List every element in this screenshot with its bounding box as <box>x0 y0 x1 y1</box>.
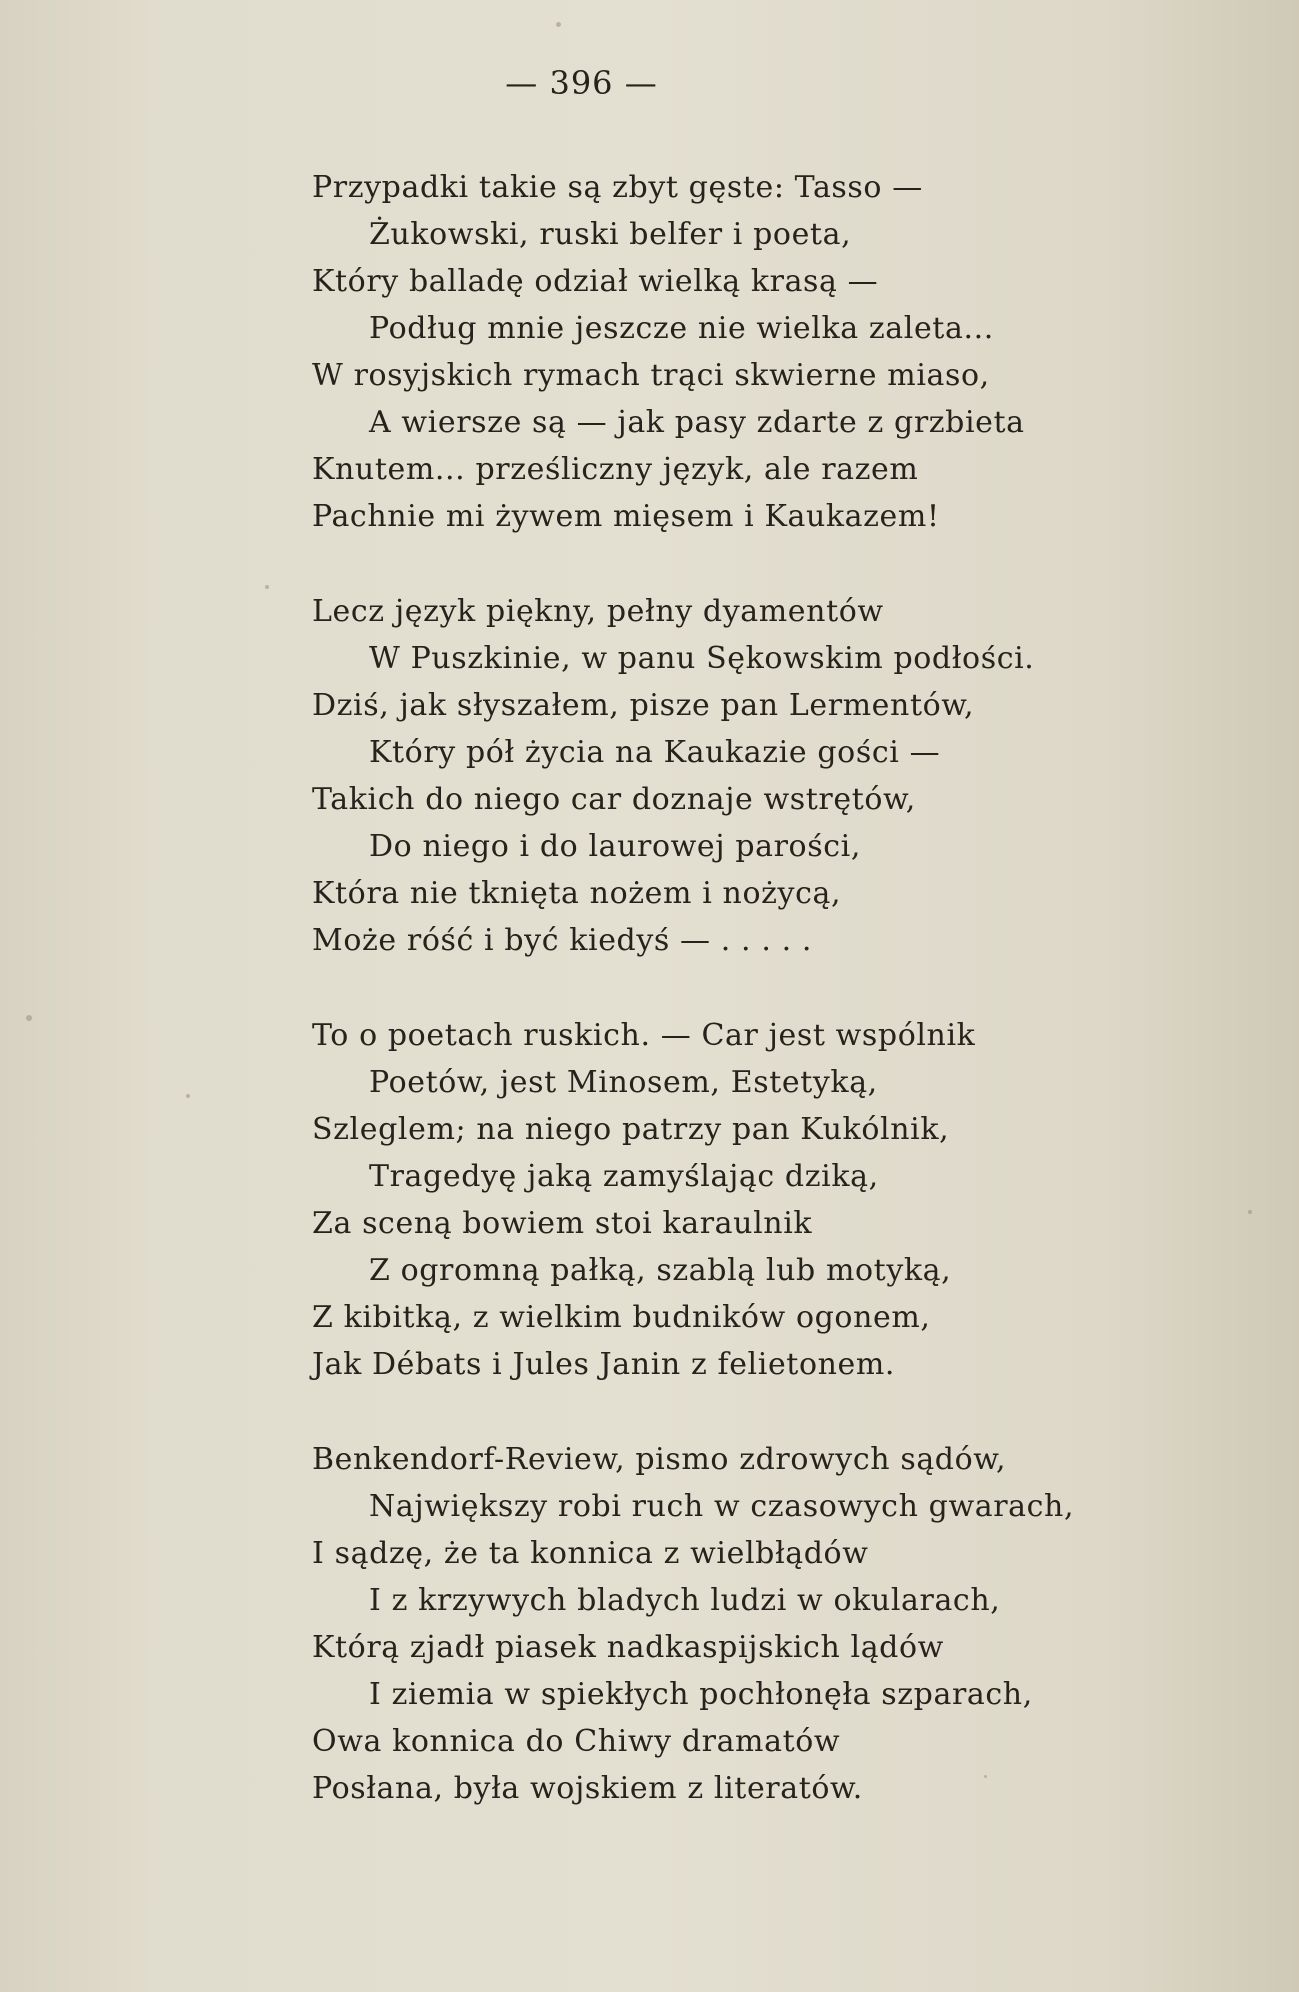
poem-line: Knutem... prześliczny język, ale razem <box>312 452 919 487</box>
poem-line: Z ogromną pałką, szablą lub motyką, <box>369 1253 952 1288</box>
poem-line: W rosyjskich rymach trąci skwierne miaso, <box>312 358 990 393</box>
paper-speck <box>984 1775 987 1778</box>
poem-line: Owa konnica do Chiwy dramatów <box>312 1724 841 1759</box>
poem-line: I ziemia w spiekłych pochłonęła szparach, <box>369 1677 1033 1712</box>
poem <box>312 164 1212 1860</box>
poem-line: Benkendorf-Review, pismo zdrowych sądów, <box>312 1442 1007 1477</box>
poem-line: To o poetach ruskich. — Car jest wspólnik <box>312 1018 976 1053</box>
poem-line: Lecz język piękny, pełny dyamentów <box>312 594 884 629</box>
poem-line: Poetów, jest Minosem, Estetyką, <box>369 1065 878 1100</box>
poem-line: Do niego i do laurowej parości, <box>369 829 861 864</box>
paper-speck <box>265 585 269 589</box>
poem-line: Którą zjadł piasek nadkaspijskich lądów <box>312 1630 944 1665</box>
poem-line: Który pół życia na Kaukazie gości — <box>369 735 941 770</box>
paper-speck <box>186 1094 190 1098</box>
poem-line: Pachnie mi żywem mięsem i Kaukazem! <box>312 499 940 534</box>
paper-speck <box>1248 1210 1252 1214</box>
paper-speck <box>26 1015 32 1021</box>
poem-line: I sądzę, że ta konnica z wielbłądów <box>312 1536 869 1571</box>
poem-line: Który balladę odział wielką krasą — <box>312 264 879 299</box>
poem-line: Tragedyę jaką zamyślając dziką, <box>369 1159 879 1194</box>
stanza-3 <box>312 1012 1212 1388</box>
poem-line: Z kibitką, z wielkim budników ogonem, <box>312 1300 931 1335</box>
poem-line: Żukowski, ruski belfer i poeta, <box>369 217 852 252</box>
stanza-2 <box>312 588 1212 964</box>
poem-line: Dziś, jak słyszałem, pisze pan Lermentów, <box>312 688 975 723</box>
poem-line: Posłana, była wojskiem z literatów. <box>312 1771 863 1806</box>
poem-line: Największy robi ruch w czasowych gwarach, <box>369 1489 1075 1524</box>
poem-line: Za sceną bowiem stoi karaulnik <box>312 1206 813 1241</box>
poem-line: Może róść i być kiedyś — . . . . . <box>312 923 813 958</box>
poem-line: Która nie tknięta nożem i nożycą, <box>312 876 842 911</box>
poem-line: Podług mnie jeszcze nie wielka zaleta... <box>369 311 994 346</box>
poem-line: Takich do niego car doznaje wstrętów, <box>312 782 916 817</box>
paper-speck <box>556 22 561 27</box>
poem-line: Przypadki takie są zbyt gęste: Tasso — <box>312 170 923 205</box>
poem-line: A wiersze są — jak pasy zdarte z grzbieta <box>369 405 1025 440</box>
stanza-1 <box>312 164 1212 540</box>
page-number: — 396 — <box>505 64 658 102</box>
poem-line: W Puszkinie, w panu Sękowskim podłości. <box>369 641 1035 676</box>
poem-line: Szleglem; na niego patrzy pan Kukólnik, <box>312 1112 950 1147</box>
poem-line: I z krzywych bladych ludzi w okularach, <box>369 1583 1001 1618</box>
stanza-4 <box>312 1436 1212 1812</box>
poem-line: Jak Débats i Jules Janin z felietonem. <box>312 1347 896 1382</box>
